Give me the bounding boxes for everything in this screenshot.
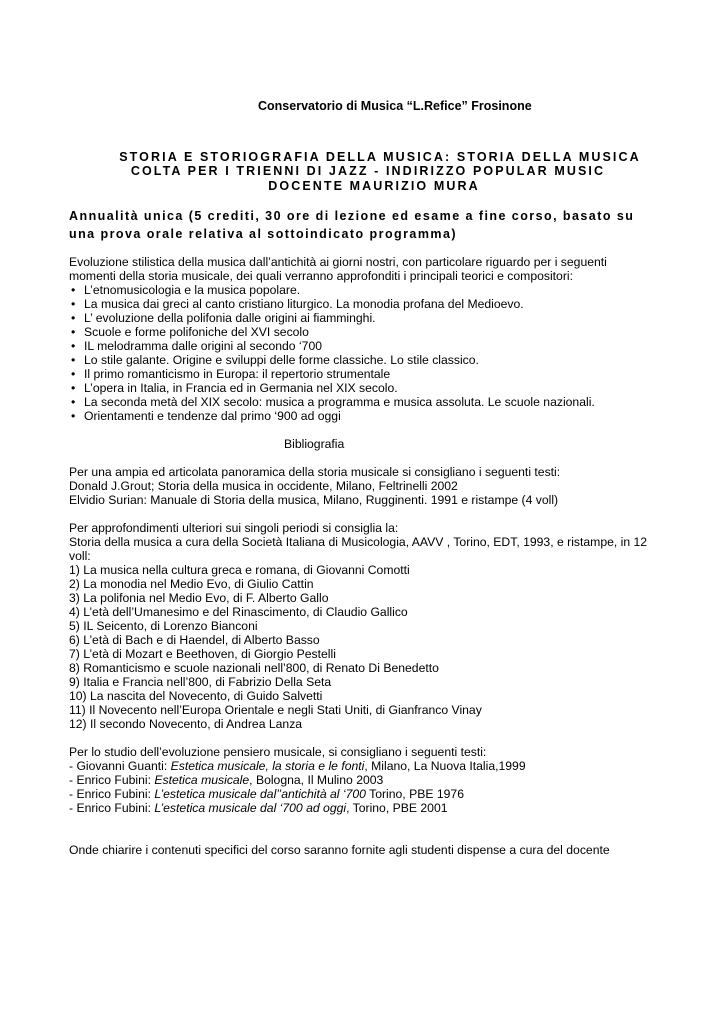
list-item: 6) L’età di Bach e di Haendel, di Alberto Basso (69, 633, 320, 647)
bibliography-heading: Bibliografia (284, 437, 345, 451)
list-item: 10) La nascita del Novecento, di Guido Salvetti (69, 689, 323, 703)
periods-series-line-1: Storia della musica a cura della Società Italiana di Musicologia, AAVV , Torino, EDT, 1993, e ristampe, in 12 (69, 535, 648, 549)
closing-note: Onde chiarire i contenuti specifici del corso saranno fornite agli studenti dispense a cura del docente (69, 843, 610, 857)
thought-intro: Per lo studio dell’evoluzione pensiero musicale, si consigliano i seguenti testi: (69, 745, 487, 759)
list-item: 3) La polifonia nel Medio Evo, di F. Alberto Gallo (69, 591, 329, 605)
list-item: 4) L’età dell’Umanesimo e del Rinascimento, di Claudio Gallico (69, 605, 408, 619)
bullet-icon: • (71, 381, 76, 395)
bullet-icon: • (71, 325, 76, 339)
list-item: - Enrico Fubini: L’estetica musicale dal’’antichità al ‘700 Torino, PBE 1976 (69, 787, 464, 801)
list-item: • L’ evoluzione della polifonia dalle origini ai fiamminghi. (71, 311, 376, 325)
list-item: Elvidio Surian: Manuale di Storia della musica, Milano, Rugginenti. 1991 e ristampe (4 voll) (69, 493, 559, 507)
course-title-line-2: COLTA PER I TRIENNI DI JAZZ - INDIRIZZO POPULAR MUSIC (130, 164, 606, 178)
annuality-line-1: Annualità unica (5 crediti, 30 ore di lezione ed esame a fine corso, basato su (69, 209, 635, 223)
list-item: • L’opera in Italia, in Francia ed in Germania nel XIX secolo. (71, 381, 398, 395)
list-item: 8) Romanticismo e scuole nazionali nell’800, di Renato Di Benedetto (69, 661, 439, 675)
list-item: • Scuole e forme polifoniche del XVI secolo (71, 325, 309, 339)
course-title-line-3: DOCENTE MAURIZIO MURA (268, 179, 480, 193)
intro-line-1: Evoluzione stilistica della musica dall’antichità ai giorni nostri, con particolare riguardo per i seguenti (69, 255, 607, 269)
annuality-line-2: una prova orale relativa al sottoindicato programma) (69, 227, 457, 241)
bullet-icon: • (71, 283, 76, 297)
course-title-line-1: STORIA E STORIOGRAFIA DELLA MUSICA: STORIA DELLA MUSICA (119, 150, 641, 164)
periods-intro: Per approfondimenti ulteriori sui singoli periodi si consiglia la: (69, 521, 399, 535)
list-item: • La seconda metà del XIX secolo: musica a programma e musica assoluta. Le scuole nazionali. (71, 395, 595, 409)
list-item: Donald J.Grout; Storia della musica in occidente, Milano, Feltrinelli 2002 (69, 479, 458, 493)
institution-heading: Conservatorio di Musica “L.Refice” Frosinone (258, 99, 532, 113)
intro-line-2: momenti della storia musicale, dei quali verranno approfonditi i principali teorici e compositori: (69, 269, 573, 283)
bullet-icon: • (71, 297, 76, 311)
list-item: 1) La musica nella cultura greca e romana, di Giovanni Comotti (69, 563, 410, 577)
list-item: 9) Italia e Francia nell’800, di Fabrizio Della Seta (69, 675, 332, 689)
list-item: - Giovanni Guanti: Estetica musicale, la storia e le fonti, Milano, La Nuova Italia,1999 (69, 759, 526, 773)
bullet-icon: • (71, 395, 76, 409)
bullet-icon: • (71, 311, 76, 325)
bullet-icon: • (71, 409, 76, 423)
list-item: • IL melodramma dalle origini al secondo ‘700 (71, 339, 323, 353)
list-item: 7) L’età di Mozart e Beethoven, di Giorgio Pestelli (69, 647, 336, 661)
list-item: 2) La monodia nel Medio Evo, di Giulio Cattin (69, 577, 314, 591)
list-item: • La musica dai greci al canto cristiano liturgico. La monodia profana del Medioevo. (71, 297, 524, 311)
bullet-icon: • (71, 367, 76, 381)
general-bibliography-intro: Per una ampia ed articolata panoramica della storia musicale si consigliano i seguenti testi: (69, 465, 561, 479)
list-item: • Lo stile galante. Origine e sviluppi delle forme classiche. Lo stile classico. (71, 353, 479, 367)
bullet-icon: • (71, 353, 76, 367)
list-item: 11) Il Novecento nell’Europa Orientale e negli Stati Uniti, di Gianfranco Vinay (69, 703, 482, 717)
list-item: - Enrico Fubini: Estetica musicale, Bologna, Il Mulino 2003 (69, 773, 384, 787)
bullet-icon: • (71, 339, 76, 353)
list-item: • Orientamenti e tendenze dal primo ‘900 ad oggi (71, 409, 341, 423)
list-item: • L’etnomusicologia e la musica popolare. (71, 283, 301, 297)
list-item: • Il primo romanticismo in Europa: il repertorio strumentale (71, 367, 391, 381)
periods-series-line-2: voll: (69, 549, 91, 563)
list-item: 12) Il secondo Novecento, di Andrea Lanza (69, 717, 303, 731)
list-item: - Enrico Fubini: L’estetica musicale dal ‘700 ad oggi, Torino, PBE 2001 (69, 801, 448, 815)
list-item: 5) IL Seicento, di Lorenzo Bianconi (69, 619, 258, 633)
